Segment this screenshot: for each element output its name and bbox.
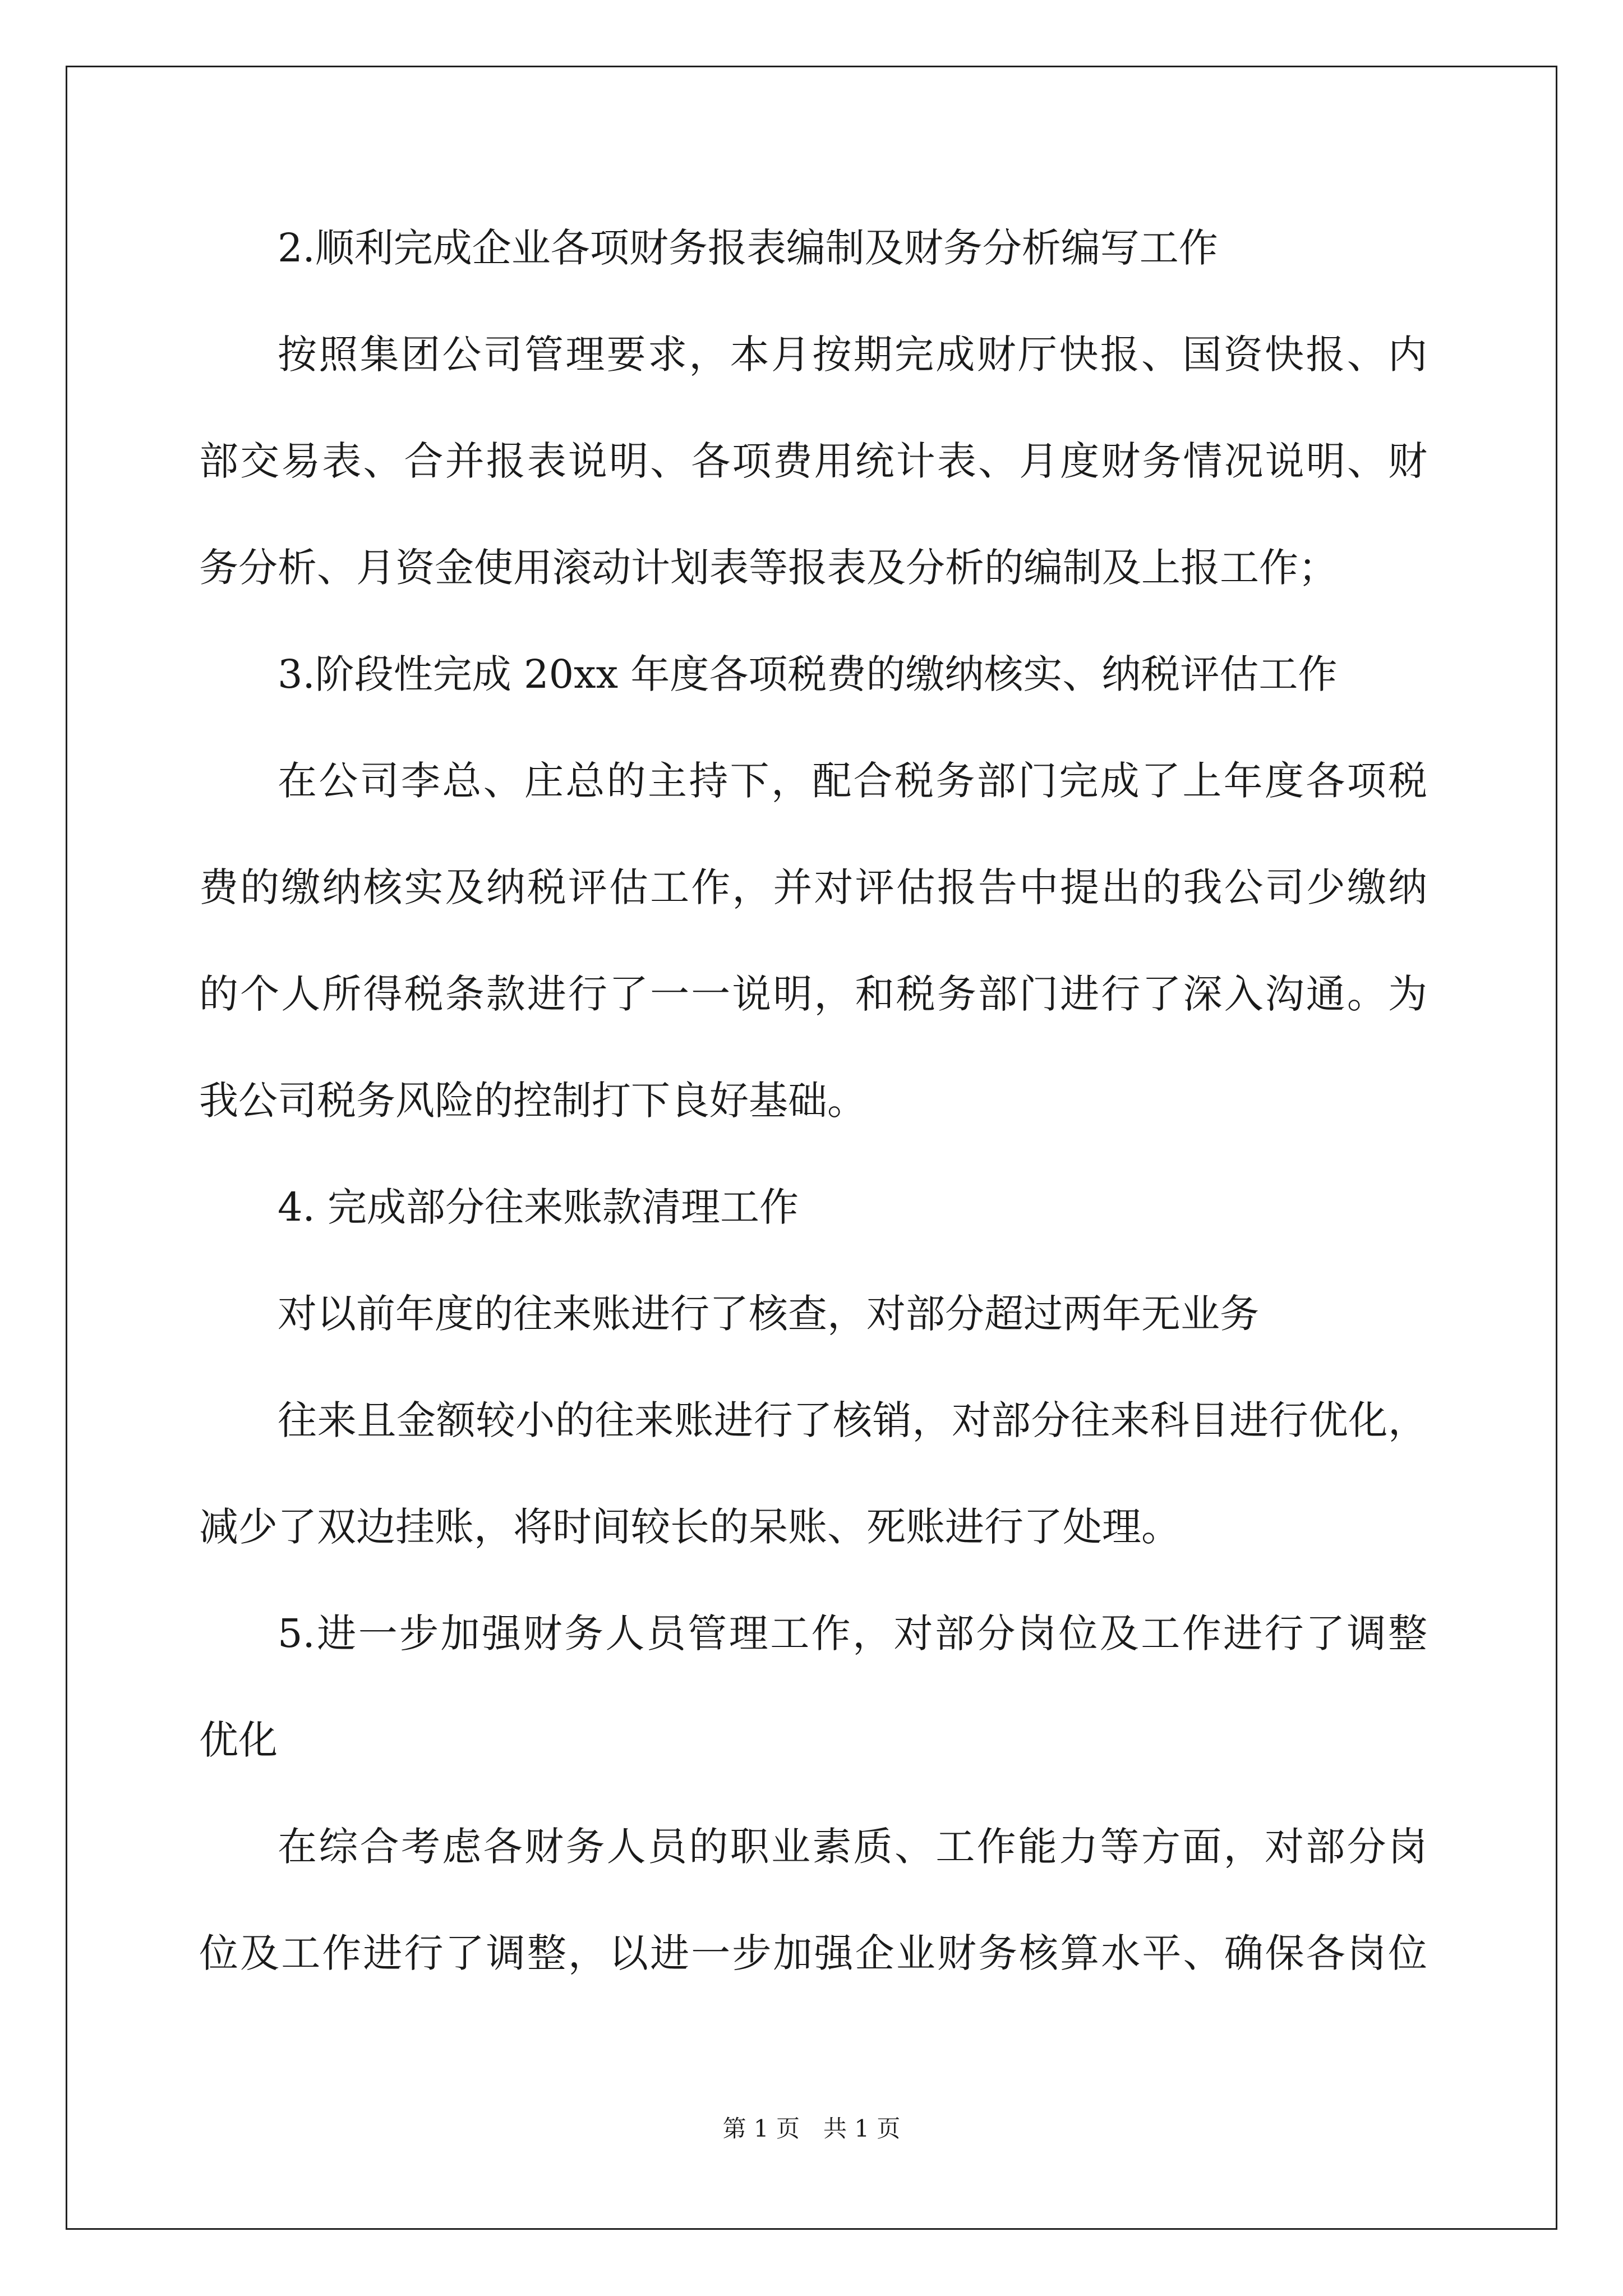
paragraph-line: 按照集团公司管理要求，本月按期完成财厅快报、国资快报、内 xyxy=(278,332,1427,378)
section-heading-2: 2.顺利完成企业各项财务报表编制及财务分析编写工作 xyxy=(278,225,1218,271)
paragraph-line: 减少了双边挂账，将时间较长的呆账、死账进行了处理。 xyxy=(199,1504,1181,1550)
section-heading-5-continued: 优化 xyxy=(199,1717,278,1763)
paragraph-line: 我公司税务风险的控制打下良好基础。 xyxy=(199,1078,866,1124)
section-heading-4: 4. 完成部分往来账款清理工作 xyxy=(278,1184,799,1230)
paragraph-line: 部交易表、合并报表说明、各项费用统计表、月度财务情况说明、财 xyxy=(199,438,1427,484)
section-heading-3: 3.阶段性完成 20xx 年度各项税费的缴纳核实、纳税评估工作 xyxy=(278,651,1338,697)
page-footer: 第 1 页 共 1 页 xyxy=(722,2115,901,2142)
paragraph-line: 费的缴纳核实及纳税评估工作，并对评估报告中提出的我公司少缴纳 xyxy=(199,864,1427,910)
paragraph-line: 务分析、月资金使用滚动计划表等报表及分析的编制及上报工作； xyxy=(199,545,1338,591)
paragraph-line: 往来且金额较小的往来账进行了核销，对部分往来科目进行优化， xyxy=(278,1397,1427,1443)
paragraph-line: 位及工作进行了调整，以进一步加强企业财务核算水平、确保各岗位 xyxy=(199,1930,1427,1976)
paragraph-line: 对以前年度的往来账进行了核查，对部分超过两年无业务 xyxy=(278,1291,1259,1337)
section-heading-5: 5.进一步加强财务人员管理工作，对部分岗位及工作进行了调整 xyxy=(278,1611,1427,1657)
document-body xyxy=(199,222,1427,2033)
paragraph-line: 在公司李总、庄总的主持下，配合税务部门完成了上年度各项税 xyxy=(278,758,1427,804)
paragraph-line: 在综合考虑各财务人员的职业素质、工作能力等方面，对部分岗 xyxy=(278,1824,1427,1870)
paragraph-line: 的个人所得税条款进行了一一说明，和税务部门进行了深入沟通。为 xyxy=(199,971,1427,1017)
